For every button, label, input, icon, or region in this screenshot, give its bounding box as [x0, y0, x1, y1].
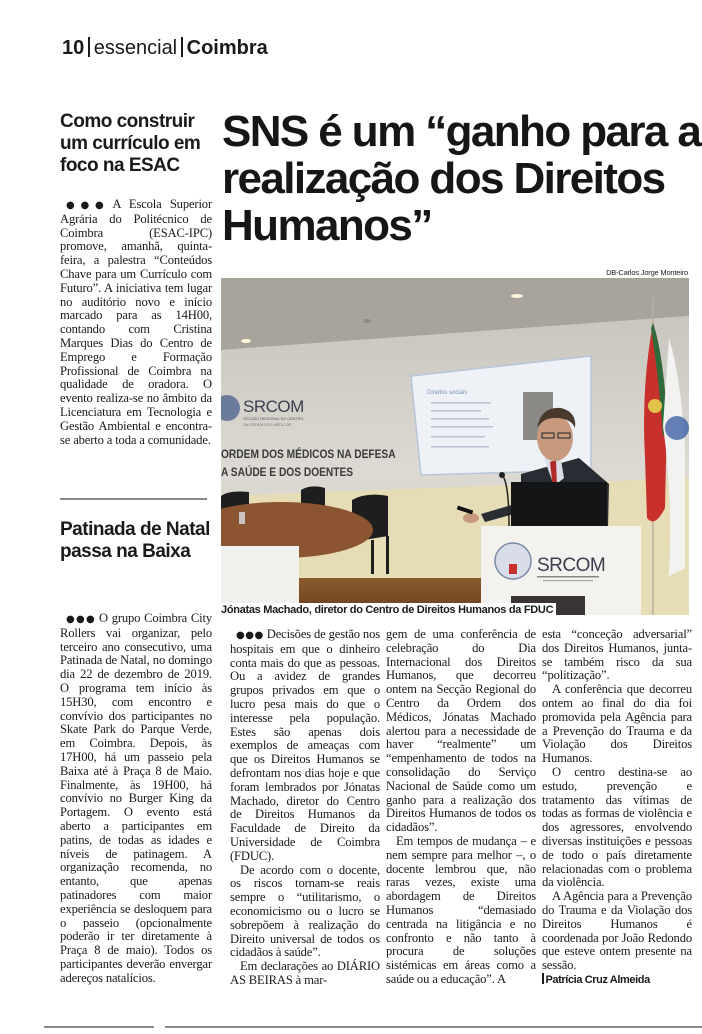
article-column-1	[230, 628, 380, 988]
section-name: essencial	[93, 37, 178, 59]
speaker-hand	[463, 513, 479, 523]
laptop-monitor	[511, 482, 607, 532]
sidebar-story1-headline: Como construir um currículo em foco na ESAC	[60, 111, 201, 176]
byline	[542, 973, 692, 988]
header-separator	[181, 37, 183, 57]
main-headline: SNS é um “ganho para a realização dos Direitos Humanos”	[222, 107, 701, 250]
ceiling-light	[363, 319, 371, 323]
article-photo	[221, 278, 689, 615]
page-number: 10	[62, 37, 85, 59]
sidebar-story2-body	[60, 612, 212, 986]
article-lead-paragraph: Decisões de gestão nos hospitais em que o dinheiro conta mais do que as pessoas. Ou a avidez de grandes grupos privados em que o lucro pesa mais do que o interesse pela população. Estes são apenas dois exemplos de ameaças com que os Direitos Humanos se defrontam nos dias hoje e que foram lembrados por Jónatas Machado, diretor do Centro de Direitos Humanos da Faculdade de Direito da Universidade de Coimbra (FDUC).	[230, 627, 380, 863]
article-column-2	[386, 628, 536, 987]
header-separator	[88, 37, 90, 57]
bullet-dots-icon: ●●●	[66, 200, 110, 211]
lectern-logo: SRCOM	[537, 555, 606, 576]
bullet-dots-icon: ●●●	[236, 630, 264, 641]
sidebar-story2-text: O grupo Coimbra City Rollers vai organizar, pelo terceiro ano consecutivo, uma Patinada de Natal, no domingo dia 22 de dezembro de 2019. O programa tem início às 15H30, com encontro e convívio dos participantes no Skate Park do Parque Verde, em Coimbra. Depois, às 17H00, há um passeio pela Baixa até à Praça 8 de Maio. Finalmente, às 19H00, há convívio no Burger King da Portagem. O evento está aberto a participantes em patins, de todas as idades e níveis de patinagem. A organização recomenda, no entanto, que apenas patinadores com maior experiência se desloquem para o passeio (opcionalmente poderão ir ter diretamente à Praça 8 de maio). Todos os participantes deverão envergar adereços natalícios.	[60, 611, 212, 985]
article-paragraph: Em declarações ao DIÁRIO AS BEIRAS à mar-	[230, 959, 380, 987]
article-paragraph: Em tempos de mudança – e nem sempre para melhor –, o docente lembrou que, não raras vezes, existe uma abordagem de Direitos Humanos “demasiado centrada na litigância e no confronto e não tanto à procura de soluções sistémicas em áreas como a saúde ou a educação”. A	[386, 833, 536, 986]
bottom-rule-left	[44, 1026, 154, 1028]
banner-subtitle: SECÇÃO REGIONAL DO CENTRO	[243, 417, 304, 421]
article-paragraph: O centro destina-se ao estudo, prevenção e tratamento das vítimas de todas as formas de violência e dos agressores, envolvendo diversas instituições e pessoas de todo o país diretamente relacionadas com o problema da violência.	[542, 764, 692, 890]
article-paragraph: De acordo com o docente, os riscos tornam-se reais sempre o “utilitarismo, o economicismo ou o lucro se sobrepõem à realização do Direito universal de todos os cidadãos à saúde”.	[230, 862, 380, 960]
bottom-rule-main	[165, 1026, 702, 1028]
article-column-3	[542, 628, 692, 988]
banner-slogan-line2: A SAÚDE E DOS DOENTES	[221, 466, 354, 480]
byline-author: Patrícia Cruz Almeida	[545, 973, 650, 986]
banner-slogan-line1: ORDEM DOS MÉDICOS NA DEFESA	[221, 448, 396, 462]
city-name: Coimbra	[186, 37, 268, 59]
photo-caption: Jónatas Machado, diretor do Centro de Direitos Humanos da FDUC	[221, 603, 556, 618]
flag-emblem-icon	[648, 399, 662, 413]
article-paragraph: gem de uma conferência de celebração do Dia Internacional dos Direitos Humanos, que decorreu ontem na Secção Regional do Centro da Ordem dos Médicos, Jónatas Machado alertou para a necessidade de haver “realmente” um “empenhamento de todos na consolidação do Serviço Nacional de Saúde como um ganho para a realização dos Direitos Humanos de todos os cidadãos”.	[386, 627, 536, 835]
article-paragraph: esta “conceção adversarial” dos Direitos Humanos, junta-se também risco da sua “politização”.	[542, 627, 692, 683]
water-glass	[239, 512, 245, 524]
page-header	[62, 36, 268, 60]
ceiling-light	[241, 339, 251, 343]
sidebar-story2-headline: Patinada de Natal passa na Baixa	[60, 519, 210, 562]
sidebar-divider	[60, 498, 207, 500]
banner-subtitle2: DA ORDEM DOS MÉDICOS	[243, 423, 292, 427]
banner-logo: SRCOM	[243, 397, 304, 416]
article-paragraph: A Agência para a Prevenção do Trauma e da Violação dos Direitos Humanos é coordenada por João Redondo que esteve ontem presente na sessão.	[542, 889, 692, 973]
photo-credit: DB-Carlos Jorge Monteiro	[606, 268, 688, 277]
photo-illustration	[221, 278, 689, 615]
ceiling-light	[511, 294, 523, 298]
bullet-dots-icon: ●●●	[66, 614, 96, 625]
byline-bar	[542, 973, 544, 984]
sidebar-story1-text: A Escola Superior Agrária do Politécnico de Coimbra (ESAC-IPC) promove, amanhã, quinta-feira, a palestra “Conteúdos Chave para um Currículo com Futuro”. A iniciativa tem lugar no auditório novo e início marcado para as 14H00, contando com Cristina Marques Dias do Centro de Emprego e Formação Profissional de Coimbra na qualidade de oradora. O evento realiza-se no âmbito da Licenciatura em Tecnologia e Gestão Ambiental e encontra-se aberto a toda a comunidade.	[60, 197, 212, 447]
slide-title: Direitos sociais	[427, 390, 468, 396]
article-paragraph: A conferência que decorreu ontem ao final do dia foi promovida pela Agência para a Prevenção do Trauma e da Violação dos Direitos Humanos.	[542, 682, 692, 766]
sidebar-story1-body	[60, 198, 212, 447]
